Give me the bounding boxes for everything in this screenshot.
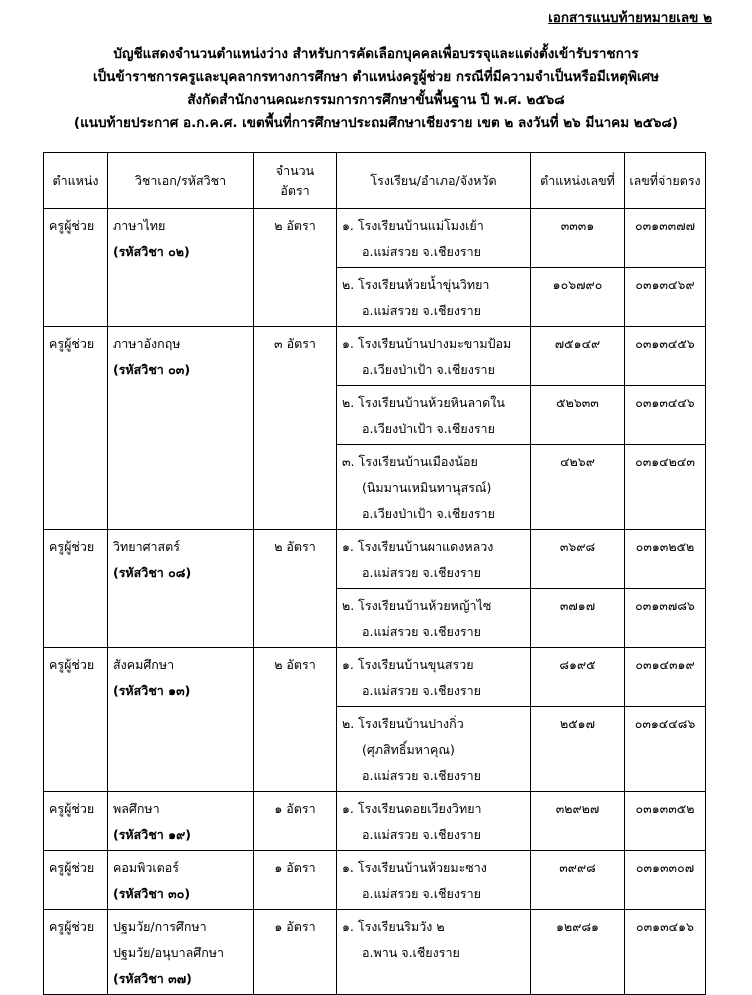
col-header-count-line: อัตรา	[280, 182, 310, 198]
table-row	[44, 792, 706, 851]
school-cell	[337, 268, 531, 327]
table-body	[44, 209, 706, 995]
document-reference: เอกสารแนบท้ายหมายเลข ๒	[548, 10, 712, 26]
position-cell: ครูผู้ช่วย	[44, 851, 108, 910]
school-location: อ.แม่สรวย จ.เชียงราย	[362, 886, 481, 901]
school-cell	[337, 327, 531, 386]
school-location: อ.แม่สรวย จ.เชียงราย	[362, 624, 481, 639]
pay-number-cell: ๐๓๑๓๒๕๒	[625, 530, 706, 589]
col-header-position: ตำแหน่ง	[44, 153, 108, 209]
school-name: ๓. โรงเรียนบ้านเมืองน้อย	[342, 454, 478, 469]
subject-name: ปฐมวัย/อนุบาลศึกษา	[113, 945, 225, 960]
position-cell: ครูผู้ช่วย	[44, 792, 108, 851]
col-header-position-no: ตำแหน่งเลขที่	[531, 153, 625, 209]
school-name: ๑. โรงเรียนบ้านแม่โมงเย้า	[342, 218, 484, 233]
title-line: บัญชีแสดงจำนวนตำแหน่งว่าง สำหรับการคัดเลือกบุคคลเพื่อบรรจุและแต่งตั้งเข้ารับราชการ	[113, 46, 639, 62]
subject-name: คอมพิวเตอร์	[113, 860, 179, 875]
school-name: ๒. โรงเรียนบ้านห้วยหญ้าไซ	[342, 598, 492, 613]
count-cell: ๒ อัตรา	[254, 648, 337, 792]
position-number-cell: ๕๒๖๓๓	[531, 386, 625, 445]
school-location: อ.แม่สรวย จ.เชียงราย	[362, 683, 481, 698]
position-number-cell: ๘๑๙๕	[531, 648, 625, 707]
pay-number-cell: ๐๓๑๓๔๖๙	[625, 268, 706, 327]
school-location: อ.แม่สรวย จ.เชียงราย	[362, 827, 481, 842]
school-cell	[337, 589, 531, 648]
position-number-cell: ๓๗๑๗	[531, 589, 625, 648]
school-name: ๒. โรงเรียนบ้านห้วยหินลาดใน	[342, 395, 505, 410]
subject-code: (รหัสวิชา ๑๙)	[113, 827, 191, 842]
table-row	[44, 910, 706, 995]
pay-number-cell: ๐๓๑๓๓๕๒	[625, 792, 706, 851]
vacancy-table	[43, 152, 706, 995]
school-name: ๒. โรงเรียนบ้านปางกิ่ว	[342, 716, 464, 731]
position-cell: ครูผู้ช่วย	[44, 648, 108, 792]
pay-number-cell: ๐๓๑๔๒๔๓	[625, 445, 706, 530]
school-name: ๑. โรงเรียนดอยเวียงวิทยา	[342, 801, 482, 816]
table-row	[44, 209, 706, 268]
position-cell: ครูผู้ช่วย	[44, 530, 108, 648]
subject-code: (รหัสวิชา ๓๗)	[113, 971, 192, 986]
school-location: อ.พาน จ.เชียงราย	[362, 945, 460, 960]
count-cell: ๑ อัตรา	[254, 910, 337, 995]
subject-cell	[108, 327, 254, 530]
pay-number-cell: ๐๓๑๔๓๑๙	[625, 648, 706, 707]
col-header-school: โรงเรียน/อำเภอ/จังหวัด	[337, 153, 531, 209]
subject-cell	[108, 910, 254, 995]
subject-name: สังคมศึกษา	[113, 657, 175, 672]
school-name: ๑. โรงเรียนริมวัง ๒	[342, 919, 445, 934]
count-cell: ๓ อัตรา	[254, 327, 337, 530]
subject-name: ปฐมวัย/การศึกษา	[113, 919, 207, 934]
pay-number-cell: ๐๓๑๓๔๔๖	[625, 386, 706, 445]
school-location: อ.แม่สรวย จ.เชียงราย	[362, 565, 481, 580]
subject-name: วิทยาศาสตร์	[113, 539, 181, 554]
school-location: (นิมมานเหมินทานุสรณ์)	[362, 480, 492, 495]
school-name: ๒. โรงเรียนห้วยน้ำขุ่นวิทยา	[342, 277, 490, 292]
school-location: อ.แม่สรวย จ.เชียงราย	[362, 303, 481, 318]
pay-number-cell: ๐๓๑๓๗๘๖	[625, 589, 706, 648]
title-line: สังกัดสำนักงานคณะกรรมการการศึกษาขั้นพื้นฐาน ปี พ.ศ. ๒๕๖๘	[187, 92, 565, 108]
school-cell	[337, 386, 531, 445]
pay-number-cell: ๐๓๑๔๔๘๖	[625, 707, 706, 792]
position-number-cell: ๗๕๑๔๙	[531, 327, 625, 386]
subject-name: ภาษาอังกฤษ	[113, 336, 181, 351]
subject-code: (รหัสวิชา ๑๓)	[113, 683, 191, 698]
position-number-cell: ๓๒๙๒๗	[531, 792, 625, 851]
table-row	[44, 327, 706, 386]
title-line: (แนบท้ายประกาศ อ.ก.ค.ศ. เขตพื้นที่การศึกษาประถมศึกษาเชียงราย เขต ๒ ลงวันที่ ๒๖ มีนาคม ๒๕๖๘)	[73, 115, 679, 131]
school-location: อ.แม่สรวย จ.เชียงราย	[362, 768, 481, 783]
count-cell: ๒ อัตรา	[254, 209, 337, 327]
subject-cell	[108, 648, 254, 792]
school-cell	[337, 445, 531, 530]
subject-cell	[108, 851, 254, 910]
subject-code: (รหัสวิชา ๐๒)	[113, 244, 190, 259]
position-number-cell: ๑๒๙๘๑	[531, 910, 625, 995]
school-cell	[337, 792, 531, 851]
col-header-subject: วิชาเอก/รหัสวิชา	[108, 153, 254, 209]
subject-code: (รหัสวิชา ๐๘)	[113, 565, 192, 580]
school-cell	[337, 910, 531, 995]
school-location: อ.เวียงป่าเป้า จ.เชียงราย	[362, 421, 495, 436]
school-location: อ.เวียงป่าเป้า จ.เชียงราย	[362, 506, 495, 521]
school-cell	[337, 530, 531, 589]
position-number-cell: ๔๒๖๙	[531, 445, 625, 530]
school-cell	[337, 648, 531, 707]
count-cell: ๒ อัตรา	[254, 530, 337, 648]
pay-number-cell: ๐๓๑๓๓๗๗	[625, 209, 706, 268]
position-cell: ครูผู้ช่วย	[44, 910, 108, 995]
subject-code: (รหัสวิชา ๐๓)	[113, 362, 191, 377]
school-location: (ศุภสิทธิ์มหาคุณ)	[362, 742, 455, 757]
table-row	[44, 851, 706, 910]
table-row	[44, 530, 706, 589]
school-name: ๑. โรงเรียนบ้านผาแดงหลวง	[342, 539, 494, 554]
title-line: เป็นข้าราชการครูและบุคลากรทางการศึกษา ตำแหน่งครูผู้ช่วย กรณีที่มีความจำเป็นหรือมีเหตุพิเศษ	[92, 69, 660, 85]
school-cell	[337, 209, 531, 268]
subject-cell	[108, 209, 254, 327]
col-header-pay-no: เลขที่จ่ายตรง	[625, 153, 706, 209]
col-header-count-line: จำนวน	[275, 162, 315, 178]
position-number-cell: ๑๐๖๗๙๐	[531, 268, 625, 327]
school-location: อ.เวียงป่าเป้า จ.เชียงราย	[362, 362, 495, 377]
school-location: อ.แม่สรวย จ.เชียงราย	[362, 244, 481, 259]
pay-number-cell: ๐๓๑๓๓๐๗	[625, 851, 706, 910]
count-cell: ๑ อัตรา	[254, 851, 337, 910]
subject-cell	[108, 530, 254, 648]
table-row	[44, 648, 706, 707]
school-name: ๑. โรงเรียนบ้านปางมะขามป้อม	[342, 336, 512, 351]
subject-code: (รหัสวิชา ๓๐)	[113, 886, 191, 901]
school-name: ๑. โรงเรียนบ้านขุนสรวย	[342, 657, 474, 672]
pay-number-cell: ๐๓๑๓๔๑๖	[625, 910, 706, 995]
pay-number-cell: ๐๓๑๓๔๕๖	[625, 327, 706, 386]
school-cell	[337, 707, 531, 792]
subject-cell	[108, 792, 254, 851]
position-number-cell: ๓๓๓๑	[531, 209, 625, 268]
position-cell: ครูผู้ช่วย	[44, 327, 108, 530]
school-name: ๑. โรงเรียนบ้านห้วยมะซาง	[342, 860, 487, 875]
position-number-cell: ๓๖๙๘	[531, 530, 625, 589]
position-number-cell: ๒๕๑๗	[531, 707, 625, 792]
col-header-count	[254, 153, 337, 209]
table-header-row	[44, 153, 706, 209]
school-cell	[337, 851, 531, 910]
position-cell: ครูผู้ช่วย	[44, 209, 108, 327]
subject-name: ภาษาไทย	[113, 218, 166, 233]
count-cell: ๑ อัตรา	[254, 792, 337, 851]
document-title	[0, 43, 752, 135]
position-number-cell: ๓๙๙๘	[531, 851, 625, 910]
subject-name: พลศึกษา	[113, 801, 160, 816]
